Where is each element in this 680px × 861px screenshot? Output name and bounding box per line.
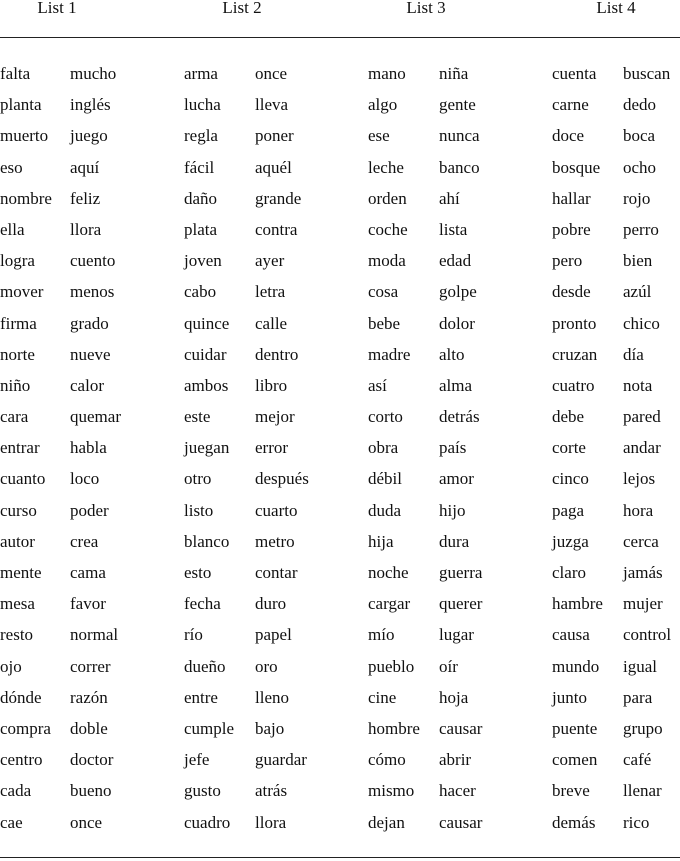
word-cell: dentro — [255, 344, 299, 364]
word-cell: ocho — [623, 157, 657, 177]
word-cell: jefe — [184, 750, 210, 770]
word-cell: ambos — [184, 375, 229, 395]
word-cell: nunca — [439, 126, 480, 146]
word-cell: lleno — [255, 687, 289, 707]
word-cell: oír — [439, 656, 458, 676]
word-cell: mente — [0, 563, 42, 582]
word-cell: madre — [368, 344, 411, 364]
list-1-column-b — [70, 58, 121, 838]
list-2-column-b — [255, 58, 309, 838]
word-cell: atrás — [255, 781, 288, 801]
word-cell: fecha — [184, 594, 221, 614]
word-cell: ese — [368, 126, 390, 146]
word-cell: cerca — [623, 531, 659, 551]
top-rule — [0, 37, 680, 38]
word-cell: mundo — [552, 656, 600, 676]
list-4-column-b — [623, 58, 671, 838]
list-3-header: List 3 — [406, 0, 446, 17]
word-cell: plata — [184, 219, 218, 239]
word-cell: obra — [368, 438, 399, 458]
word-cell: algo — [368, 95, 398, 115]
word-cell: doctor — [70, 750, 114, 770]
word-cell: ahí — [439, 188, 460, 208]
word-cell: dueño — [184, 656, 226, 676]
word-cell: planta — [0, 95, 42, 115]
word-cell: juego — [70, 126, 108, 146]
word-cell: once — [70, 812, 103, 832]
word-cell: abrir — [439, 750, 472, 770]
word-cell: once — [255, 64, 288, 83]
word-cell: cara — [0, 407, 29, 427]
word-cell: buscan — [623, 64, 671, 83]
word-cell: alma — [439, 375, 473, 395]
word-cell: breve — [552, 781, 590, 801]
word-cell: otro — [184, 469, 212, 489]
word-cell: ella — [0, 219, 25, 239]
word-cell: lleva — [255, 95, 289, 115]
word-cell: leche — [368, 157, 404, 177]
word-cell: cinco — [552, 469, 589, 489]
word-cell: contra — [255, 219, 298, 239]
list-3-column-b — [439, 58, 482, 838]
word-cell: mesa — [0, 594, 35, 614]
word-cell: hambre — [552, 594, 603, 614]
word-cell: cabo — [184, 282, 217, 302]
word-cell: oro — [255, 656, 278, 676]
word-cell: mover — [0, 282, 44, 302]
word-cell: mano — [368, 64, 406, 83]
word-cell: puente — [552, 718, 598, 738]
word-cell: banco — [439, 157, 480, 177]
word-cell: autor — [0, 531, 35, 551]
word-cell: correr — [70, 656, 111, 676]
word-cell: gusto — [184, 781, 221, 801]
word-cell: daño — [184, 188, 218, 208]
word-cell: nota — [623, 375, 653, 395]
word-cell: grande — [255, 188, 302, 208]
word-cell: error — [255, 438, 289, 458]
word-cell: noche — [368, 563, 409, 582]
list-2-header: List 2 — [222, 0, 262, 17]
word-cell: chico — [623, 313, 660, 333]
word-cell: razón — [70, 687, 108, 707]
word-cell: doce — [552, 126, 585, 146]
word-cell: guardar — [255, 750, 307, 770]
list-4-header: List 4 — [596, 0, 636, 17]
word-cell: papel — [255, 625, 292, 645]
word-cell: cómo — [368, 750, 406, 770]
word-cell: hija — [368, 531, 394, 551]
word-cell: listo — [184, 500, 214, 520]
word-cell: alto — [439, 344, 465, 364]
word-cell: paga — [552, 500, 585, 520]
word-cell: igual — [623, 656, 657, 676]
word-cell: poder — [70, 500, 109, 520]
word-cell: bosque — [552, 157, 601, 177]
word-cell: entre — [184, 687, 218, 707]
word-cell: hoja — [439, 687, 469, 707]
word-cell: cama — [70, 563, 106, 582]
word-cell: día — [623, 344, 644, 364]
word-cell: rojo — [623, 188, 651, 208]
word-cell: pero — [552, 251, 583, 271]
word-cell: niño — [0, 375, 31, 395]
word-cell: grado — [70, 313, 109, 333]
word-cell: nueve — [70, 344, 111, 364]
word-cell: dejan — [368, 812, 405, 832]
word-cell: llora — [70, 219, 102, 239]
word-cell: libro — [255, 375, 288, 395]
word-cell: causa — [552, 625, 590, 645]
word-cell: detrás — [439, 407, 480, 427]
word-cell: dolor — [439, 313, 475, 333]
list-1-column-a — [0, 58, 52, 838]
word-cell: cosa — [368, 282, 399, 302]
word-cell: norte — [0, 344, 35, 364]
word-cell: perro — [623, 219, 659, 239]
word-cell: debe — [552, 407, 585, 427]
bottom-rule — [0, 857, 680, 858]
word-cell: lugar — [439, 625, 474, 645]
word-cell: dónde — [0, 687, 42, 707]
word-cell: quemar — [70, 407, 121, 427]
word-cell: cada — [0, 781, 32, 801]
list-3-column-a — [368, 58, 420, 838]
word-cell: edad — [439, 251, 472, 271]
word-cell: niña — [439, 64, 469, 83]
word-cell: fácil — [184, 157, 215, 177]
word-cell: bebe — [368, 313, 401, 333]
word-cell: causar — [439, 812, 483, 832]
word-cell: café — [623, 750, 652, 770]
word-cell: moda — [368, 251, 406, 271]
word-cell: cine — [368, 687, 397, 707]
word-cell: hallar — [552, 188, 591, 208]
word-cell: crea — [70, 531, 99, 551]
word-cell: mejor — [255, 407, 295, 427]
word-cell: juzga — [552, 531, 589, 551]
word-cell: aquí — [70, 157, 100, 177]
word-cell: lucha — [184, 95, 221, 115]
word-cell: mío — [368, 625, 395, 645]
word-cell: golpe — [439, 282, 477, 302]
word-cell: curso — [0, 500, 37, 520]
word-cell: andar — [623, 438, 661, 458]
word-cell: favor — [70, 594, 106, 614]
word-cell: amor — [439, 469, 474, 489]
word-cell: arma — [184, 64, 218, 83]
word-cell: cuenta — [552, 64, 597, 83]
word-cell: cargar — [368, 594, 411, 614]
word-cell: firma — [0, 313, 37, 333]
word-cell: coche — [368, 219, 408, 239]
word-cell: metro — [255, 531, 295, 551]
word-cell: hacer — [439, 781, 476, 801]
word-cell: centro — [0, 750, 43, 770]
word-cell: aquél — [255, 157, 292, 177]
word-cell: cuento — [70, 251, 116, 271]
word-cell: grupo — [623, 718, 663, 738]
word-cell: este — [184, 407, 211, 427]
word-cell: nombre — [0, 188, 52, 208]
word-cell: esto — [184, 563, 212, 582]
word-cell: blanco — [184, 531, 230, 551]
word-cell: duro — [255, 594, 287, 614]
word-cell: cuatro — [552, 375, 595, 395]
word-cell: río — [184, 625, 203, 645]
word-cell: después — [255, 469, 309, 489]
word-cell: compra — [0, 718, 51, 738]
word-cell: azúl — [623, 282, 652, 302]
word-cell: duda — [368, 500, 402, 520]
list-1-header: List 1 — [37, 0, 77, 17]
word-cell: rico — [623, 812, 650, 832]
word-cell: querer — [439, 594, 483, 614]
word-cell: eso — [0, 157, 23, 177]
word-cell: pobre — [552, 219, 591, 239]
word-cell: así — [368, 375, 387, 395]
word-cell: corte — [552, 438, 586, 458]
word-cell: inglés — [70, 95, 111, 115]
word-cell: cae — [0, 812, 23, 832]
word-cell: demás — [552, 812, 596, 832]
word-cell: feliz — [70, 188, 101, 208]
word-cell: bajo — [255, 718, 285, 738]
word-cell: desde — [552, 282, 591, 302]
word-cell: carne — [552, 95, 589, 115]
word-cell: hora — [623, 500, 654, 520]
list-2-column-a — [184, 58, 234, 838]
word-cell: juegan — [184, 438, 230, 458]
word-cell: causar — [439, 718, 483, 738]
word-cell: logra — [0, 251, 35, 271]
word-cell: ayer — [255, 251, 285, 271]
word-cell: cumple — [184, 718, 235, 738]
word-cell: cuidar — [184, 344, 227, 364]
word-cell: cuarto — [255, 500, 298, 520]
word-cell: resto — [0, 625, 34, 645]
word-cell: entrar — [0, 438, 40, 458]
word-cell: pueblo — [368, 656, 415, 676]
word-cell: bien — [623, 251, 653, 271]
word-cell: dedo — [623, 95, 657, 115]
word-cell: boca — [623, 126, 656, 146]
word-cell: ojo — [0, 656, 22, 676]
word-cell: cuadro — [184, 812, 231, 832]
word-cell: cruzan — [552, 344, 598, 364]
word-cell: doble — [70, 718, 108, 738]
word-cell: pared — [623, 407, 661, 427]
word-cell: menos — [70, 282, 115, 302]
word-cell: orden — [368, 188, 407, 208]
word-cell: letra — [255, 282, 286, 302]
word-cell: pronto — [552, 313, 597, 333]
word-cell: falta — [0, 64, 31, 83]
word-cell: mucho — [70, 64, 117, 83]
word-cell: corto — [368, 407, 403, 427]
word-cell: calle — [255, 313, 288, 333]
word-cell: débil — [368, 469, 402, 489]
word-cell: claro — [552, 563, 586, 582]
word-cell: regla — [184, 126, 218, 146]
word-cell: para — [623, 687, 653, 707]
word-cell: hijo — [439, 500, 466, 520]
word-cell: habla — [70, 438, 107, 458]
word-cell: loco — [70, 469, 100, 489]
word-cell: junto — [552, 687, 587, 707]
word-cell: llenar — [623, 781, 662, 801]
word-cell: poner — [255, 126, 294, 146]
word-cell: quince — [184, 313, 230, 333]
word-cell: mujer — [623, 594, 663, 614]
word-cell: muerto — [0, 126, 49, 146]
word-cell: hombre — [368, 718, 420, 738]
word-cell: cuanto — [0, 469, 46, 489]
word-cell: bueno — [70, 781, 112, 801]
word-cell: gente — [439, 95, 476, 115]
word-cell: joven — [184, 251, 222, 271]
list-4-column-a — [552, 58, 603, 838]
word-cell: dura — [439, 531, 470, 551]
word-cell: lista — [439, 219, 468, 239]
word-cell: lejos — [623, 469, 656, 489]
word-cell: jamás — [623, 563, 663, 582]
word-cell: llora — [255, 812, 287, 832]
word-cell: mismo — [368, 781, 415, 801]
word-cell: calor — [70, 375, 104, 395]
word-cell: normal — [70, 625, 119, 645]
word-cell: país — [439, 438, 467, 458]
word-cell: control — [623, 625, 672, 645]
word-cell: contar — [255, 563, 298, 582]
word-cell: guerra — [439, 563, 483, 582]
word-cell: comen — [552, 750, 598, 770]
